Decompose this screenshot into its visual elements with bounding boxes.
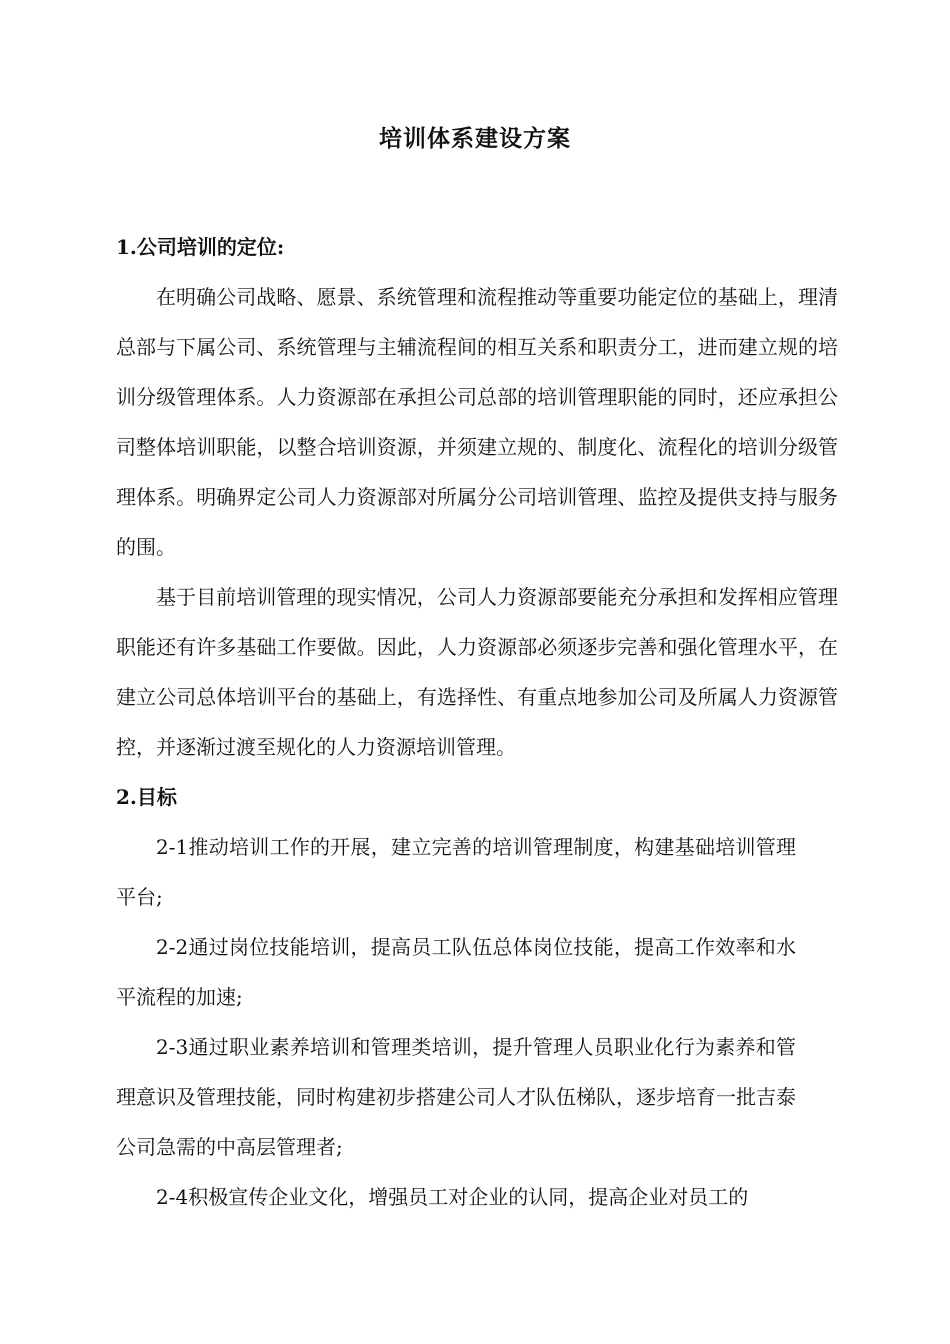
goal-item: 2-1推动培训工作的开展，建立完善的培训管理制度，构建基础培训管理平台; [116, 835, 796, 909]
section-heading-goals: 2.目标 [116, 785, 177, 809]
document-title: 培训体系建设方案 [379, 125, 571, 152]
goal-item: 2-4积极宣传企业文化，增强员工对企业的认同，提高企业对员工的 [156, 1185, 749, 1209]
section-heading-positioning: 1.公司培训的定位: [116, 235, 285, 259]
goal-item: 2-3通过职业素养培训和管理类培训，提升管理人员职业化行为素养和管理意识及管理技能，同时构建初步搭建公司人才队伍梯队，逐步培育一批吉泰公司急需的中高层管理者; [116, 1035, 796, 1159]
section-paragraph: 基于目前培训管理的现实情况，公司人力资源部要能充分承担和发挥相应管理职能还有许多基础工作要做。因此，人力资源部必须逐步完善和强化管理水平，在建立公司总体培训平台的基础上，有选择性、有重点地参加公司及所属人力资源管控，并逐渐过渡至规化的人力资源培训管理。 [116, 585, 838, 759]
goal-item: 2-2通过岗位技能培训，提高员工队伍总体岗位技能，提高工作效率和水平流程的加速; [116, 935, 796, 1009]
section-paragraph: 在明确公司战略、愿景、系统管理和流程推动等重要功能定位的基础上，理清总部与下属公司、系统管理与主辅流程间的相互关系和职责分工，进而建立规的培训分级管理体系。人力资源部在承担公司总部的培训管理职能的同时，还应承担公司整体培训职能，以整合培训资源，并须建立规的、制度化、流程化的培训分级管理体系。明确界定公司人力资源部对所属分公司培训管理、监控及提供支持与服务的围。 [116, 285, 838, 559]
document-body [116, 222, 838, 1222]
